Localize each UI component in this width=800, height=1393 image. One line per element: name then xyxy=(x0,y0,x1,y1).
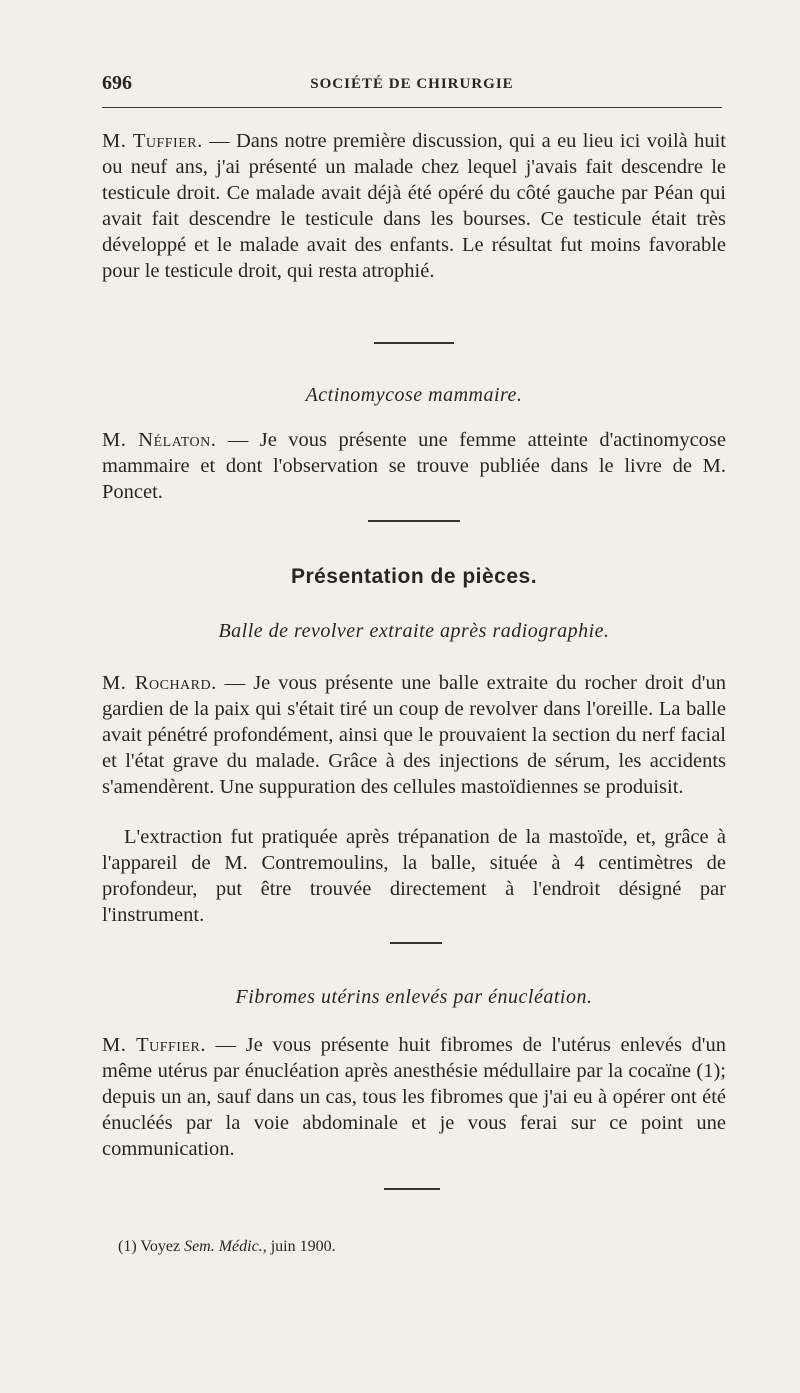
paragraph-text: — Je vous présente une balle extraite du rocher droit d'un gardien de la paix qui s'était tiré un coup de revolver dans l'oreille. La balle avait pénétré profondément, ainsi que le prouvaient la section du nerf facial et l'état grave du malade. Grâce à des injections de sérum, les accidents s'amendèrent. Une suppuration des cellules mastoïdiennes se produisit. xyxy=(102,672,726,798)
header-rule xyxy=(102,107,722,108)
heading-actinomycose: Actinomycose mammaire. xyxy=(305,384,523,406)
paragraph-nelaton xyxy=(102,427,726,505)
speaker-name: M. Tuffier. xyxy=(102,1034,206,1056)
separator-rule xyxy=(368,520,460,522)
speaker-name: M. Nélaton. xyxy=(102,429,217,451)
footnote xyxy=(118,1238,718,1256)
paragraph-rochard xyxy=(102,670,726,800)
separator-rule xyxy=(390,942,442,944)
section-title-presentation: Présentation de pièces. xyxy=(290,565,538,588)
speaker-name: M. Tuffier. xyxy=(102,130,203,152)
paragraph-tuffier-testicule xyxy=(102,128,726,284)
heading-fibromes: Fibromes utérins enlevés par énucléation. xyxy=(235,986,593,1008)
footnote-date: , juin 1900. xyxy=(262,1238,336,1255)
speaker-name: M. Rochard. xyxy=(102,672,217,694)
paragraph-text: — Je vous présente une femme atteinte d'actinomycose mammaire et dont l'observation se trouve publiée dans le livre de M. Poncet. xyxy=(102,429,726,503)
paragraph-text: — Dans notre première discussion, qui a eu lieu ici voilà huit ou neuf ans, j'ai présenté un malade chez lequel j'avais fait descendre le testicule droit. Ce malade avait déjà été opéré du côté gauche par Péan qui avait fait descendre le testicule dans les bourses. Ce testicule était très développé et le malade avait des enfants. Le résultat fut moins favorable pour le testicule droit, qui resta atrophié. xyxy=(102,130,726,282)
page-header xyxy=(102,72,722,100)
page-number: 696 xyxy=(102,72,132,94)
separator-rule xyxy=(374,342,454,344)
footnote-text: Voyez xyxy=(136,1238,185,1255)
separator-rule xyxy=(384,1188,440,1190)
paragraph-tuffier-fibromes xyxy=(102,1032,726,1162)
footnote-source: Sem. Médic. xyxy=(184,1238,263,1255)
footnote-marker: (1) xyxy=(118,1238,137,1255)
paragraph-text: — Je vous présente huit fibromes de l'utérus enlevés d'un même utérus par énucléation après anesthésie médullaire par la cocaïne (1); depuis un an, sauf dans un cas, tous les fibromes que j'ai eu à opérer ont été énucléés par la voie abdominale et je vous ferai sur ce point une communication. xyxy=(102,1034,726,1160)
running-title: SOCIÉTÉ DE CHIRURGIE xyxy=(310,76,514,92)
paragraph-rochard-extraction: L'extraction fut pratiquée après trépanation de la mastoïde, et, grâce à l'appareil de M. Contremoulins, la balle, située à 4 centimètres de profondeur, put être trouvée directement à l'endroit désigné par l'instrument. xyxy=(102,826,726,926)
heading-balle: Balle de revolver extraite après radiographie. xyxy=(218,620,610,642)
